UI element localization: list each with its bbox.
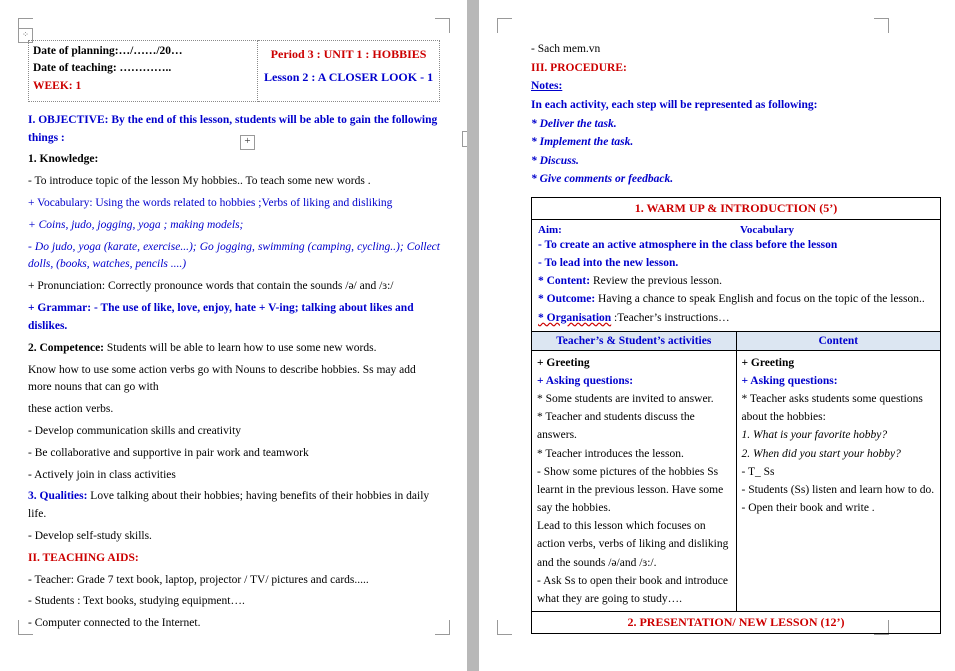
content-line-7: - Students (Ss) listen and learn how to do. [741,483,935,496]
content-line-3: * Teacher asks students some questions about the hobbies: [741,393,923,424]
add-row-button[interactable]: + [240,135,255,150]
column-header-activities: Teacher’s & Student’s activities [532,331,737,350]
content-line-4: 1. What is your favorite hobby? [741,429,888,442]
crop-mark-top-left [497,18,512,33]
activities-line-7: Lead to this lesson which focuses on action verbs, verbs of liking and disliking and the sounds /ə/and /ɜ:/. [537,520,729,569]
qualities-heading: 3. Qualities: [28,490,88,503]
column-header-content: Content [736,331,941,350]
competence-block [28,340,440,358]
table-row [532,198,941,220]
content-line-1: + Greeting [741,356,795,369]
activities-cell [532,350,737,611]
activities-line-2: + Asking questions: [537,374,634,387]
procedure-heading: III. PROCEDURE: [531,61,627,74]
aim-cell [532,220,941,332]
table-move-handle[interactable]: ⁘ [18,28,33,43]
teaching-aids-line-1: - Teacher: Grade 7 text book, laptop, projector / TV/ pictures and cards..... [28,573,369,586]
competence-line-2: Know how to use some action verbs go with Nouns to describe hobbies. Ss may add more nouns that can go with [28,363,416,394]
crop-mark-top-right [435,18,450,33]
document-page-right [479,0,955,671]
organisation-line: :Teacher’s instructions… [614,311,730,324]
content-line: Review the previous lesson. [592,275,722,288]
notes-intro: In each activity, each step will be represented as following: [531,98,818,111]
outcome-line: Having a chance to speak English and focus on the topic of the lesson.. [598,293,925,306]
aim-line-2: - To lead into the new lesson. [538,257,679,270]
period-title: Period 3 : UNIT 1 : HOBBIES [270,47,427,61]
content-line-2: + Asking questions: [741,374,838,387]
activities-line-5: * Teacher introduces the lesson. [537,447,684,460]
knowledge-line-1: - To introduce topic of the lesson My hobbies.. To teach some new words . [28,175,371,188]
activities-line-8: - Ask Ss to open their book and introduce what they are going to study…. [537,574,729,605]
objective-heading: I. OBJECTIVE: By the end of this lesson, students will be able to gain the following things : [28,113,438,144]
document-page-left [0,0,467,671]
knowledge-line-6: + Grammar: - The use of like, love, enjoy, hate + V-ing; talking about likes and dislikes. [28,302,414,332]
header-table [28,40,440,102]
content-line-6: - T_ Ss [741,465,775,478]
aim-label: Aim: [538,224,562,236]
content-line-8: - Open their book and write . [741,502,875,515]
outcome-label: * Outcome: [538,293,596,306]
header-cell-title [258,41,440,102]
activities-line-3: * Some students are invited to answer. [537,393,714,406]
table-row [532,350,941,611]
competence-line-5: - Be collaborative and supportive in pair work and teamwork [28,446,309,459]
activity1-banner: 1. WARM UP & INTRODUCTION (5’) [532,198,941,220]
knowledge-line-4: - Do judo, yoga (karate, exercise...); Go jogging, swimming (camping, cycling..); Collect dolls, (books, watches, pencils ....) [28,240,440,271]
organisation-row [538,309,934,327]
aim-value: Vocabulary [740,224,794,236]
competence-line-1: Students will be able to learn how to use some new words. [106,341,377,354]
activities-line-6: - Show some pictures of the hobbies Ss learnt in the previous lesson. Have some say the hobbies. [537,465,724,515]
notes-item-1: * Deliver the task. [531,117,617,130]
crop-mark-top-right [874,18,889,33]
content-cell [736,350,941,611]
lesson-title: Lesson 2 : A CLOSER LOOK - 1 [264,70,434,84]
header-cell-dates [29,41,258,102]
qualities-line-1: Love talking about their hobbies; having benefits of their hobbies in daily life. [28,490,430,521]
qualities-block [28,488,440,524]
notes-label: Notes: [531,80,563,93]
left-page-content [28,40,440,633]
notes-item-2: * Implement the task. [531,136,634,149]
table-row [532,220,941,332]
activity-table [531,197,941,634]
table-row [29,41,440,102]
qualities-line-2: - Develop self-study skills. [28,530,152,542]
activities-line-4: * Teacher and students discuss the answers. [537,411,695,442]
table-row [532,611,941,633]
teaching-aids-line-3: - Computer connected to the Internet. [28,617,201,630]
teaching-aids-heading: II. TEACHING AIDS: [28,551,139,564]
source-line: - Sach mem.vn [531,43,601,55]
right-page-content [531,40,941,634]
table-row [532,331,941,350]
organisation-label: * Organisation [538,311,612,324]
knowledge-line-2: + Vocabulary: Using the words related to hobbies ;Verbs of liking and disliking [28,197,393,209]
content-row [538,272,934,290]
outcome-row [538,290,934,308]
notes-item-3: * Discuss. [531,154,579,167]
competence-line-4: - Develop communication skills and creativity [28,424,242,437]
teaching-aids-line-2: - Students : Text books, studying equipment…. [28,595,245,608]
content-label: * Content: [538,275,591,288]
date-of-planning: Date of planning:…/……/20… [33,45,183,57]
activity2-banner: 2. PRESENTATION/ NEW LESSON (12’) [532,611,941,633]
competence-heading: 2. Competence: [28,341,105,354]
page-divider [467,0,479,671]
knowledge-line-3: + Coins, judo, jogging, yoga ; making models; [28,218,244,231]
competence-line-3: these action verbs. [28,403,114,416]
notes-item-4: * Give comments or feedback. [531,173,674,186]
competence-line-6: - Actively join in class activities [28,468,176,481]
content-line-5: 2. When did you start your hobby? [741,447,901,460]
aim-line-1: - To create an active atmosphere in the class before the lesson [538,239,838,251]
week-label: WEEK: 1 [33,79,82,92]
activities-line-1: + Greeting [537,356,590,369]
date-of-teaching: Date of teaching: ………….. [33,62,172,75]
crop-mark-bottom-left [497,620,512,635]
knowledge-line-5: + Pronunciation: Correctly pronounce words that contain the sounds /ə/ and /ɜ:/ [28,280,394,293]
knowledge-heading: 1. Knowledge: [28,153,99,166]
